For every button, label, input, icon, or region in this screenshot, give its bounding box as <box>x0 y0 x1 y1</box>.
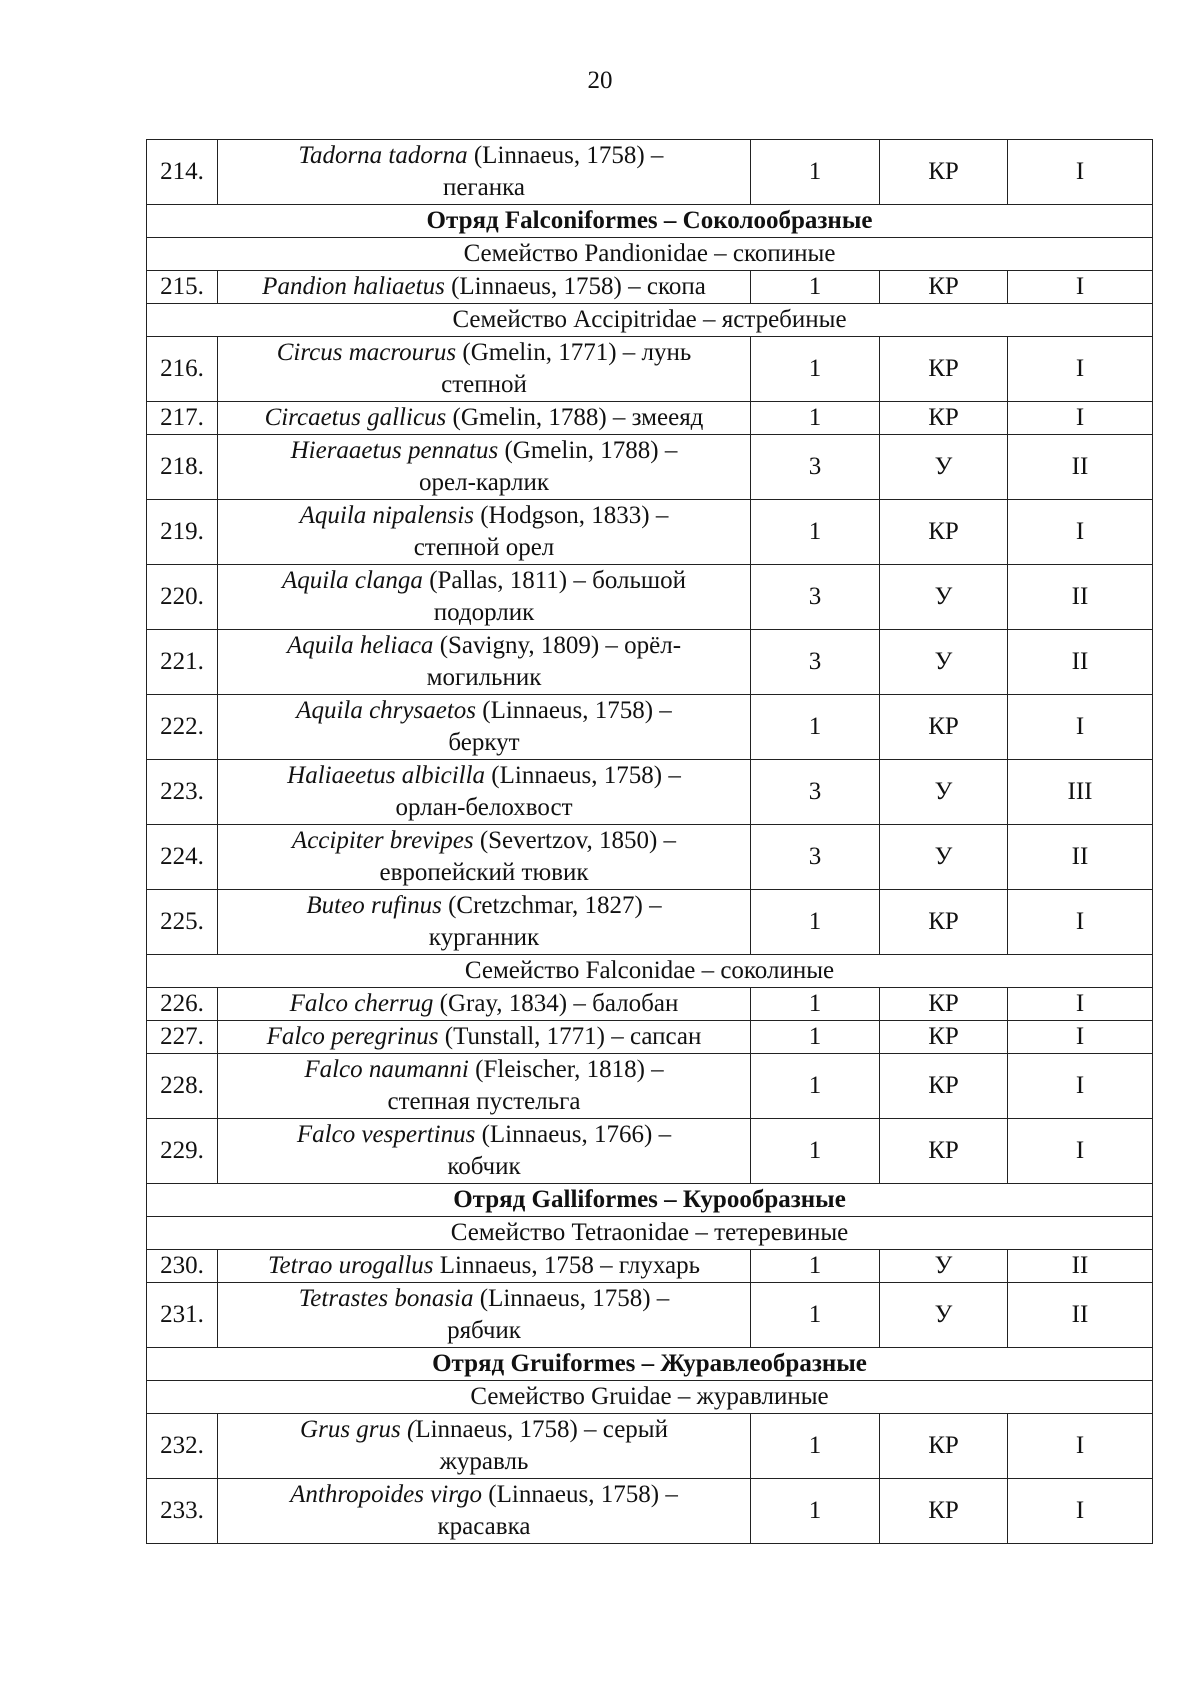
species-name <box>218 988 751 1021</box>
latin-name: Tetrao urogallus <box>267 1252 434 1279</box>
family-header-row <box>147 955 1153 988</box>
species-row <box>147 1414 1153 1479</box>
species-row <box>147 1119 1153 1184</box>
species-number: 219. <box>147 500 218 565</box>
family-header-row <box>147 304 1153 337</box>
family-title: Семейство Falconidae – соколиные <box>147 955 1153 988</box>
author-year: (Severtzov, 1850) – <box>473 827 677 854</box>
species-number: 221. <box>147 630 218 695</box>
status-code: КР <box>880 500 1008 565</box>
species-row <box>147 1250 1153 1283</box>
status-code: У <box>880 565 1008 630</box>
family-header-row <box>147 1217 1153 1250</box>
rarity-category: 1 <box>751 402 880 435</box>
common-name: журавль <box>439 1448 529 1475</box>
species-row <box>147 1283 1153 1348</box>
species-name <box>218 565 751 630</box>
rarity-category: 1 <box>751 988 880 1021</box>
priority-level: II <box>1008 1250 1153 1283</box>
species-row <box>147 565 1153 630</box>
latin-name: Pandion haliaetus <box>262 273 445 300</box>
author-year: (Linnaeus, 1758) – <box>485 762 681 789</box>
priority-level: II <box>1008 435 1153 500</box>
common-name: степная пустельга <box>387 1088 581 1115</box>
rarity-category: 1 <box>751 1414 880 1479</box>
author-year: (Linnaeus, 1758) – <box>473 1285 670 1312</box>
latin-name: Aquila heliaca <box>286 632 434 659</box>
species-row <box>147 337 1153 402</box>
rarity-category: 1 <box>751 500 880 565</box>
latin-name: Circus macrourus <box>276 339 457 366</box>
latin-name: Haliaeetus albicilla <box>287 762 486 789</box>
species-name <box>218 402 751 435</box>
species-row <box>147 630 1153 695</box>
author-year: (Linnaeus, 1758) – скопа <box>444 273 706 300</box>
family-title: Семейство Tetraonidae – тетеревиные <box>147 1217 1153 1250</box>
common-name: орлан-белохвост <box>395 794 573 821</box>
species-number: 217. <box>147 402 218 435</box>
priority-level: II <box>1008 1283 1153 1348</box>
species-number: 231. <box>147 1283 218 1348</box>
priority-level: I <box>1008 1414 1153 1479</box>
species-name <box>218 630 751 695</box>
family-title: Семейство Gruidae – журавлиные <box>147 1381 1153 1414</box>
latin-name: Falco vespertinus <box>296 1121 476 1148</box>
species-row <box>147 435 1153 500</box>
priority-level: II <box>1008 630 1153 695</box>
species-row <box>147 1021 1153 1054</box>
status-code: КР <box>880 1021 1008 1054</box>
author-year: (Tunstall, 1771) – сапсан <box>438 1023 702 1050</box>
species-name <box>218 500 751 565</box>
rarity-category: 1 <box>751 1119 880 1184</box>
order-header-row <box>147 1348 1153 1381</box>
author-year: (Linnaeus, 1766) – <box>475 1121 672 1148</box>
status-code: У <box>880 1250 1008 1283</box>
rarity-category: 1 <box>751 1250 880 1283</box>
species-name <box>218 435 751 500</box>
family-header-row <box>147 1381 1153 1414</box>
species-row <box>147 140 1153 205</box>
latin-name: Falco cherrug <box>289 990 434 1017</box>
latin-name: Falco naumanni <box>304 1056 469 1083</box>
status-code: КР <box>880 140 1008 205</box>
priority-level: III <box>1008 760 1153 825</box>
priority-level: I <box>1008 1021 1153 1054</box>
family-title: Семейство Accipitridae – ястребиные <box>147 304 1153 337</box>
species-number: 214. <box>147 140 218 205</box>
latin-name: Tadorna tadorna <box>298 142 468 169</box>
rarity-category: 3 <box>751 630 880 695</box>
order-title: Отряд Galliformes – Курообразные <box>147 1184 1153 1217</box>
author-year: (Gray, 1834) – балобан <box>433 990 679 1017</box>
latin-name: Grus grus ( <box>300 1416 416 1443</box>
species-row <box>147 402 1153 435</box>
species-table <box>146 139 1153 1544</box>
common-name: орел-карлик <box>419 469 549 496</box>
latin-name: Aquila clanga <box>281 567 423 594</box>
priority-level: II <box>1008 825 1153 890</box>
species-row <box>147 1479 1153 1544</box>
rarity-category: 3 <box>751 825 880 890</box>
status-code: КР <box>880 988 1008 1021</box>
latin-name: Anthropoides virgo <box>290 1481 483 1508</box>
rarity-category: 3 <box>751 760 880 825</box>
species-number: 233. <box>147 1479 218 1544</box>
species-row <box>147 1054 1153 1119</box>
priority-level: II <box>1008 565 1153 630</box>
author-year: (Gmelin, 1771) – лунь <box>456 339 692 366</box>
rarity-category: 3 <box>751 435 880 500</box>
status-code: У <box>880 825 1008 890</box>
priority-level: I <box>1008 1054 1153 1119</box>
species-name <box>218 1021 751 1054</box>
priority-level: I <box>1008 695 1153 760</box>
common-name: беркут <box>448 729 520 756</box>
page-number: 20 <box>587 67 613 94</box>
author-year: (Linnaeus, 1758) – <box>476 697 672 724</box>
status-code: КР <box>880 1479 1008 1544</box>
common-name: степной <box>441 371 527 398</box>
status-code: КР <box>880 271 1008 304</box>
priority-level: I <box>1008 988 1153 1021</box>
priority-level: I <box>1008 1479 1153 1544</box>
species-number: 224. <box>147 825 218 890</box>
species-name <box>218 695 751 760</box>
status-code: КР <box>880 695 1008 760</box>
author-year: (Pallas, 1811) – большой <box>422 567 687 594</box>
status-code: КР <box>880 890 1008 955</box>
species-number: 232. <box>147 1414 218 1479</box>
species-row <box>147 890 1153 955</box>
family-header-row <box>147 238 1153 271</box>
author-year: (Linnaeus, 1758) – <box>482 1481 678 1508</box>
rarity-category: 3 <box>751 565 880 630</box>
species-number: 230. <box>147 1250 218 1283</box>
latin-name: Tetrastes bonasia <box>298 1285 474 1312</box>
species-number: 229. <box>147 1119 218 1184</box>
author-year: (Gmelin, 1788) – змееяд <box>446 404 704 431</box>
author-year: (Linnaeus, 1758) – <box>467 142 670 169</box>
latin-name: Hieraaetus pennatus <box>290 437 499 464</box>
species-number: 222. <box>147 695 218 760</box>
species-name <box>218 760 751 825</box>
order-title: Отряд Gruiformes – Журавлеобразные <box>147 1348 1153 1381</box>
status-code: КР <box>880 337 1008 402</box>
status-code: КР <box>880 1119 1008 1184</box>
priority-level: I <box>1008 337 1153 402</box>
rarity-category: 1 <box>751 1283 880 1348</box>
species-row <box>147 500 1153 565</box>
species-name <box>218 1250 751 1283</box>
latin-name: Aquila nipalensis <box>299 502 474 529</box>
species-name <box>218 1054 751 1119</box>
status-code: У <box>880 435 1008 500</box>
species-number: 225. <box>147 890 218 955</box>
latin-name: Circaetus gallicus <box>264 404 447 431</box>
latin-name: Buteo rufinus <box>306 892 442 919</box>
species-name <box>218 140 751 205</box>
common-name: курганник <box>428 924 540 951</box>
order-header-row <box>147 205 1153 238</box>
priority-level: I <box>1008 271 1153 304</box>
author-year: Linnaeus, 1758 – глухарь <box>433 1252 701 1279</box>
species-name <box>218 1479 751 1544</box>
author-year: (Hodgson, 1833) – <box>473 502 669 529</box>
species-number: 218. <box>147 435 218 500</box>
species-number: 228. <box>147 1054 218 1119</box>
species-name <box>218 1119 751 1184</box>
common-name: красавка <box>437 1513 531 1540</box>
order-title: Отряд Falconiformes – Соколообразные <box>147 205 1153 238</box>
rarity-category: 1 <box>751 1021 880 1054</box>
species-number: 220. <box>147 565 218 630</box>
species-row <box>147 825 1153 890</box>
priority-level: I <box>1008 402 1153 435</box>
species-name <box>218 890 751 955</box>
species-number: 223. <box>147 760 218 825</box>
species-row <box>147 695 1153 760</box>
species-number: 216. <box>147 337 218 402</box>
rarity-category: 1 <box>751 271 880 304</box>
common-name: европейский тювик <box>379 859 589 886</box>
species-name <box>218 1283 751 1348</box>
author-year: (Savigny, 1809) – орёл- <box>433 632 682 659</box>
status-code: У <box>880 1283 1008 1348</box>
latin-name: Falco peregrinus <box>266 1023 439 1050</box>
common-name: пеганка <box>442 174 526 201</box>
author-year: (Fleischer, 1818) – <box>468 1056 664 1083</box>
species-row <box>147 988 1153 1021</box>
latin-name: Aquila chrysaetos <box>296 697 477 724</box>
status-code: КР <box>880 1414 1008 1479</box>
status-code: У <box>880 760 1008 825</box>
order-header-row <box>147 1184 1153 1217</box>
common-name: могильник <box>426 664 542 691</box>
rarity-category: 1 <box>751 140 880 205</box>
species-name <box>218 1414 751 1479</box>
common-name: степной орел <box>413 534 555 561</box>
family-title: Семейство Pandionidae – скопиные <box>147 238 1153 271</box>
species-name <box>218 825 751 890</box>
priority-level: I <box>1008 890 1153 955</box>
species-row <box>147 760 1153 825</box>
rarity-category: 1 <box>751 337 880 402</box>
rarity-category: 1 <box>751 890 880 955</box>
status-code: У <box>880 630 1008 695</box>
species-number: 215. <box>147 271 218 304</box>
common-name: кобчик <box>447 1153 521 1180</box>
species-number: 226. <box>147 988 218 1021</box>
author-year: Linnaeus, 1758) – серый <box>415 1416 668 1443</box>
species-row <box>147 271 1153 304</box>
author-year: (Gmelin, 1788) – <box>498 437 678 464</box>
priority-level: I <box>1008 1119 1153 1184</box>
rarity-category: 1 <box>751 1054 880 1119</box>
priority-level: I <box>1008 500 1153 565</box>
common-name: рябчик <box>447 1317 521 1344</box>
rarity-category: 1 <box>751 695 880 760</box>
status-code: КР <box>880 1054 1008 1119</box>
rarity-category: 1 <box>751 1479 880 1544</box>
species-name <box>218 337 751 402</box>
table-body <box>147 140 1153 1544</box>
author-year: (Cretzchmar, 1827) – <box>441 892 662 919</box>
latin-name: Accipiter brevipes <box>291 827 474 854</box>
species-number: 227. <box>147 1021 218 1054</box>
priority-level: I <box>1008 140 1153 205</box>
common-name: подорлик <box>433 599 535 626</box>
species-name <box>218 271 751 304</box>
status-code: КР <box>880 402 1008 435</box>
